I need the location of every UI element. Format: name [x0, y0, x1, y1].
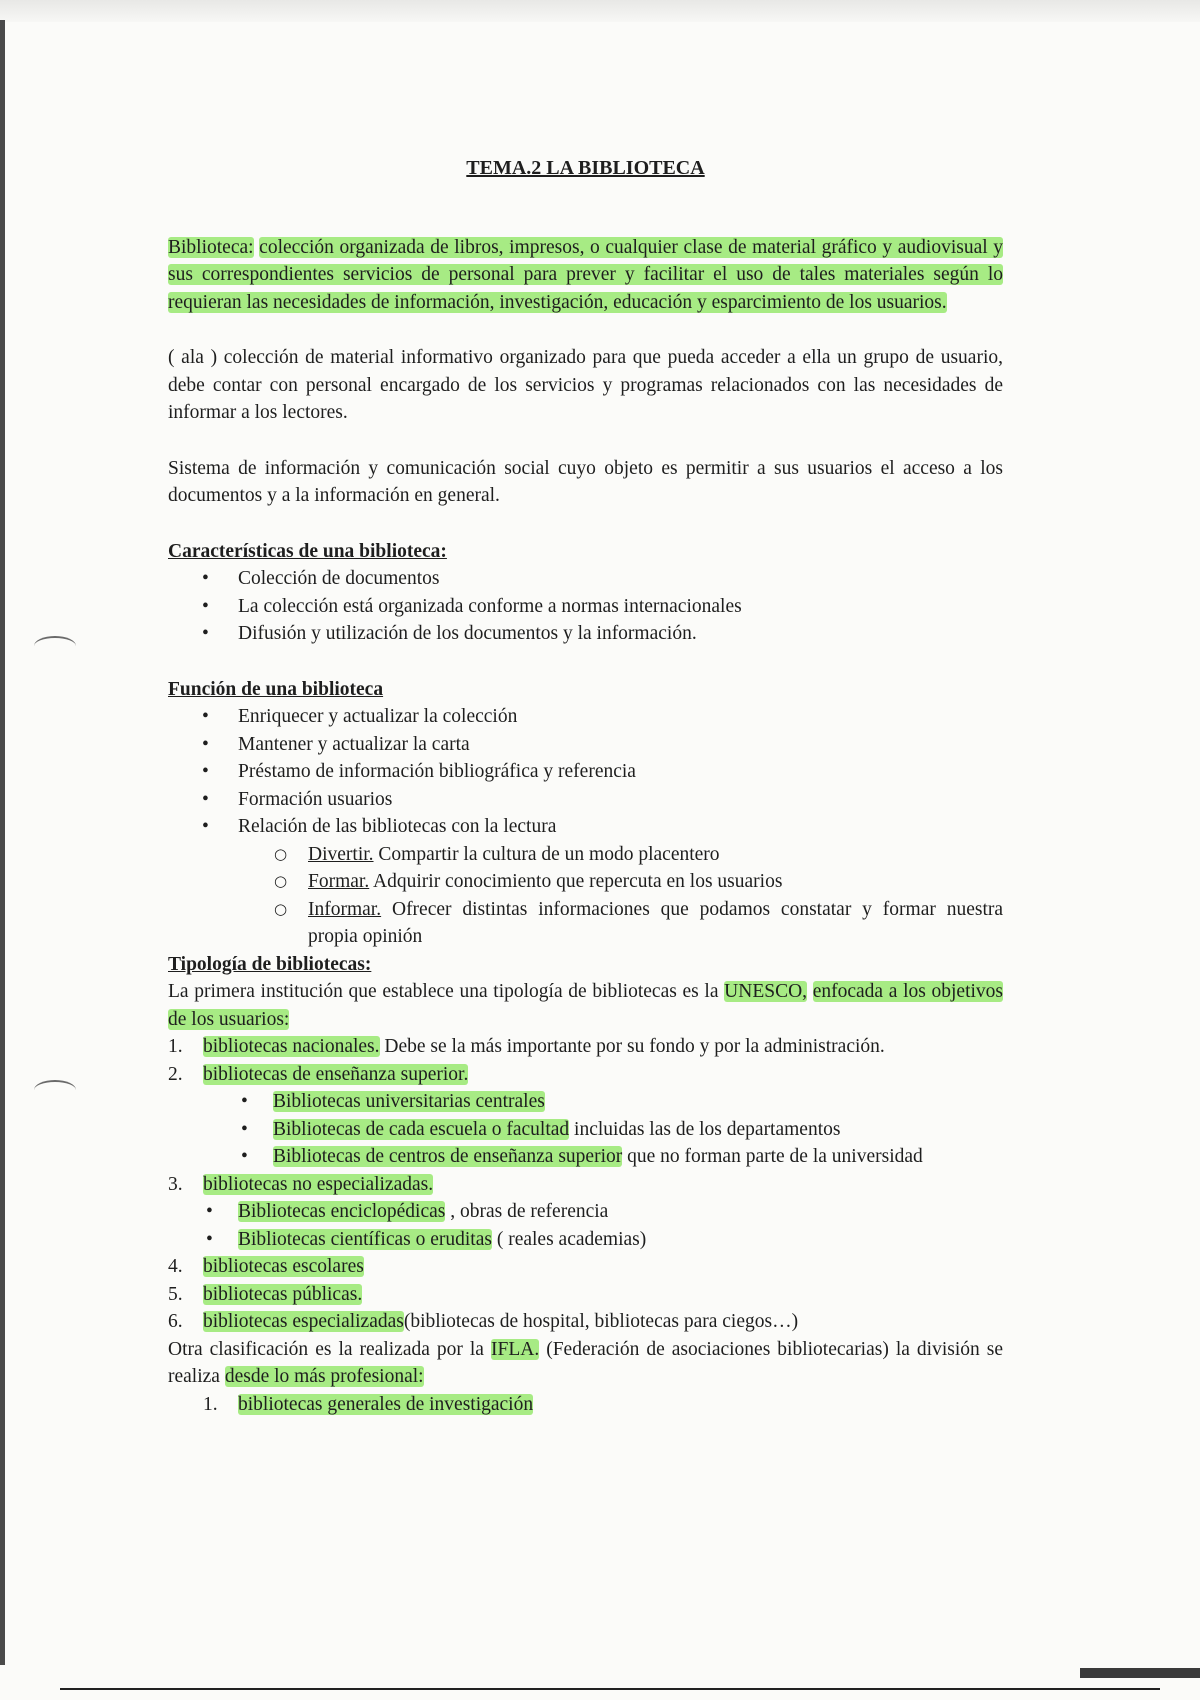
bullet-icon: •: [202, 595, 209, 617]
circle-bullet-icon: ○: [274, 899, 288, 918]
bullet-icon: •: [202, 816, 209, 837]
list-item: ○ Informar. Ofrecer distintas informaciones que podamos constatar y formar nuestra propia opinión: [168, 896, 1003, 951]
tipologia-list: [168, 1033, 1003, 1336]
list-item: 6. bibliotecas especializadas(bibliotecas de hospital, bibliotecas para ciegos…): [168, 1311, 799, 1332]
highlighted-text: IFLA.: [490, 1338, 540, 1360]
highlighted-text: UNESCO,: [724, 981, 808, 1002]
list-item: • Bibliotecas de centros de enseñanza superior que no forman parte de la universidad: [203, 1143, 1003, 1171]
definition-1: [168, 234, 1003, 317]
list-item: 2. bibliotecas de enseñanza superior. • Bibliotecas universitarias centrales • Bibliotecas de cada escuela o facultad incluidas las de los departamentos • Bibliotecas de centros de enseñanza superior que no forman parte de la universidad: [168, 1061, 1003, 1171]
list-item: • La colección está organizada conforme a normas internacionales: [168, 593, 1003, 621]
highlighted-text: desde lo más profesional:: [224, 1366, 424, 1387]
list-item: • Colección de documentos: [168, 565, 1003, 593]
bullet-icon: •: [202, 706, 209, 727]
bullet-icon: •: [206, 1201, 213, 1222]
circle-bullet-icon: ○: [274, 872, 288, 890]
list-item: • Enriquecer y actualizar la colección: [168, 703, 1003, 731]
ifla-list: [168, 1391, 1003, 1419]
bullet-icon: •: [202, 733, 209, 755]
definition-2: ( ala ) colección de material informativo organizado para que pueda acceder a ella un grupo de usuario, debe contar con personal encargado de los servicios y programas relacionados con las necesidades de informar a los lectores.: [168, 347, 1003, 423]
highlighted-text: colección organizada de libros, impresos, o cualquier clase de material gráfico y audiovisual y sus correspondientes servicios de personal para prever y facilitar el uso de tales materiales según lo requieran las necesidades de información, investigación, educación y esparcimiento de los usuarios.: [168, 236, 1003, 313]
section-heading-funcion: Función de una biblioteca: [168, 678, 384, 700]
punch-hole-mark: [34, 1080, 76, 1100]
highlighted-text: enfocada a los objetivos de los usuarios:: [168, 981, 1003, 1030]
list-item: ○ Divertir. Compartir la cultura de un modo placentero: [168, 841, 1003, 869]
list-item: • Bibliotecas universitarias centrales: [203, 1088, 1003, 1116]
bullet-icon: •: [241, 1118, 248, 1140]
highlighted-term: Biblioteca:: [168, 236, 254, 258]
bullet-icon: •: [241, 1091, 248, 1112]
list-item: • Préstamo de información bibliográfica y referencia: [168, 758, 1003, 786]
scan-bottom-shadow: [1080, 1668, 1200, 1678]
no-especializadas-sublist: [203, 1198, 1003, 1253]
list-item: • Relación de las bibliotecas con la lectura: [168, 813, 1003, 841]
list-item: 5. bibliotecas públicas.: [168, 1283, 363, 1305]
list-item: • Difusión y utilización de los documentos y la información.: [168, 620, 1003, 648]
list-item: • Bibliotecas científicas o eruditas ( reales academias): [203, 1226, 1003, 1254]
bullet-icon: •: [202, 568, 209, 589]
caracteristicas-list: [168, 565, 1003, 648]
page-title: TEMA.2 LA BIBLIOTECA: [466, 157, 705, 179]
funcion-sublist: [168, 841, 1003, 951]
list-item: 1. bibliotecas nacionales. Debe se la más importante por su fondo y por la administración.: [168, 1036, 885, 1057]
definition-3: Sistema de información y comunicación social cuyo objeto es permitir a sus usuarios el acceso a los documentos y a la información en general.: [168, 457, 1003, 506]
bullet-icon: •: [202, 761, 209, 782]
list-item: • Mantener y actualizar la carta: [168, 731, 1003, 759]
document-body: [168, 155, 1003, 1418]
list-item: 4. bibliotecas escolares: [168, 1256, 364, 1277]
scan-left-edge: [0, 20, 5, 1665]
section-heading-caracteristicas: Características de una biblioteca:: [168, 540, 447, 562]
funcion-list: [168, 703, 1003, 841]
list-item: 1. bibliotecas generales de investigación: [203, 1393, 534, 1415]
bullet-icon: •: [241, 1146, 248, 1167]
circle-bullet-icon: ○: [274, 844, 288, 863]
punch-hole-mark: [34, 636, 76, 656]
tipologia-intro: La primera institución que establece una tipología de bibliotecas es la UNESCO, enfocada a los objetivos de los usuarios:: [168, 981, 1003, 1030]
scan-bottom-line: [60, 1688, 1160, 1690]
list-item: • Bibliotecas enciclopédicas , obras de referencia: [203, 1198, 1003, 1226]
bullet-icon: •: [202, 788, 209, 810]
bullet-icon: •: [206, 1228, 213, 1250]
section-heading-tipologia: Tipología de bibliotecas:: [168, 953, 372, 975]
list-item: ○ Formar. Adquirir conocimiento que repercuta en los usuarios: [168, 868, 1003, 896]
scan-top-edge: [0, 0, 1200, 22]
list-item: • Formación usuarios: [168, 786, 1003, 814]
bullet-icon: •: [202, 623, 209, 644]
ifla-intro: Otra clasificación es la realizada por la IFLA. (Federación de asociaciones bibliotecarias) la división se realiza desde lo más profesional:: [168, 1338, 1004, 1387]
enseñanza-sublist: [203, 1088, 1003, 1171]
list-item: • Bibliotecas de cada escuela o facultad incluidas las de los departamentos: [203, 1116, 1003, 1144]
list-item: 3. bibliotecas no especializadas. • Bibliotecas enciclopédicas , obras de referencia • Bibliotecas científicas o eruditas ( reales academias): [168, 1171, 1003, 1254]
